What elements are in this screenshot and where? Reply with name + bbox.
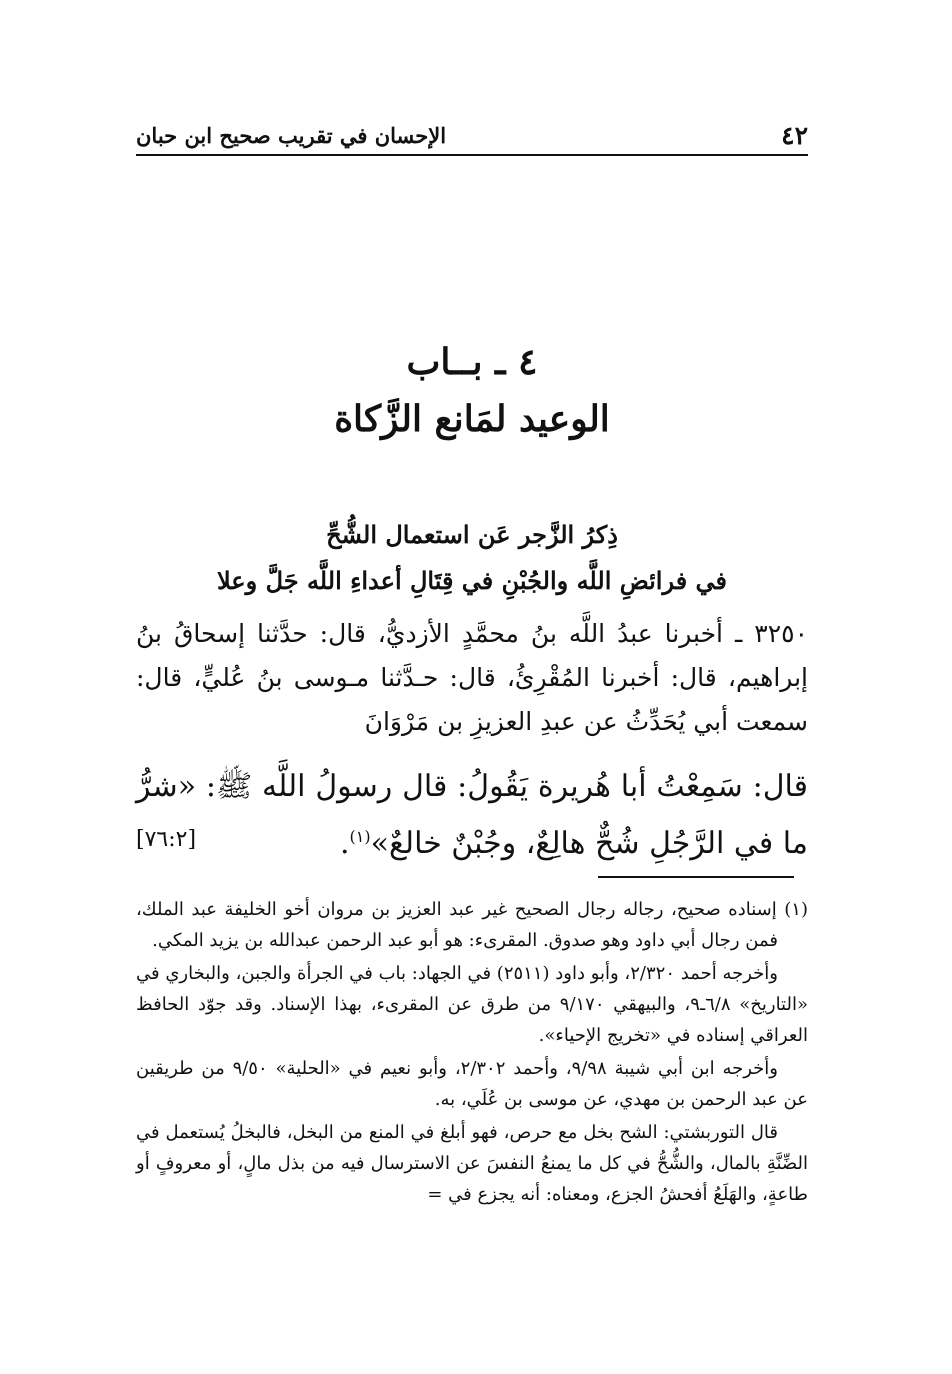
footnotes: [136, 894, 808, 1212]
hadith-isnad: [136, 612, 808, 744]
section-heading-line-2: في فرائضِ اللَّه والجُبْنِ في قِتَالِ أعداءِ اللَّه جَلَّ وعلا: [216, 566, 728, 595]
footnote-divider: [598, 876, 794, 878]
footnote-paragraph: وأخرجه ابن أبي شيبة ٩/٩٨، وأحمد ٢/٣٠٢، وأبو نعيم في «الحلية» ٩/٥٠ من طريقين عن عبد الرحمن بن مهدي، عن موسى بن عُلَي، به.: [136, 1058, 808, 1110]
footnote-paragraph: وأخرجه أحمد ٢/٣٢٠، وأبو داود (٢٥١١) في الجهاد: باب في الجرأة والجبن، والبخاري في «التاريخ» ٦/٨ـ٩، والبيهقي ٩/١٧٠ من طرق عن المقرىء، بهذا الإسناد. وقد جوّد الحافظ العراقي إسناده في «تخريج الإحياء».: [136, 963, 808, 1046]
section-heading: [136, 512, 808, 604]
chapter-title: الوعيد لمَانع الزَّكاة: [334, 398, 610, 440]
running-title: الإحسان في تقريب صحيح ابن حبان: [136, 123, 447, 148]
running-header: [136, 118, 808, 156]
hadith-matn: [136, 762, 808, 869]
footnote-marker: (١): [349, 827, 371, 846]
matn-paragraph: [136, 762, 808, 869]
matn-text: قال: سَمِعْتُ أبا هُريرة يَقُولُ: قال رسولُ اللَّه ﷺ: «شرُّ ما في الرَّجُلِ شُحٌّ هالِعٌ، وجُبْنٌ خالعٌ»: [136, 769, 808, 861]
chapter-number: ٤ ـ بــاب: [406, 341, 538, 383]
chapter-heading: [136, 334, 808, 448]
matn-end-mark: .: [339, 826, 350, 861]
isnad-text: ٣٢٥٠ ـ أخبرنا عبدُ اللَّه بنُ محمَّدٍ الأزديُّ، قال: حدَّثنا إسحاقُ بنُ إبراهيم، قال: أخبرنا المُقْرِئُ، قال: حـدَّثنا مـوسى بنُ عُليٍّ، قال: سمعت أبي يُحَدِّثُ عن عبدِ العزيزِ بن مَرْوَانَ: [136, 619, 808, 736]
footnote-paragraph: قال التوربشتي: الشح بخل مع حرص، فهو أبلغ في المنع من البخل، فالبخلُ يُستعمل في الضِّنَّةِ بالمال، والشُّحُّ في كل ما يمنعُ النفسَ عن الاسترسال فيه من بذل مالٍ، أو معروفٍ أو طاعةٍ، والهَلَعُ أفحشُ الجزع، ومعناه: أنه يجزع في =: [136, 1122, 808, 1205]
section-heading-line-1: ذِكرُ الزَّجر عَن استعمال الشُّحِّ: [326, 520, 618, 549]
volume-reference: [٧٦:٢]: [136, 827, 197, 852]
page-number: ٤٢: [781, 121, 808, 150]
footnote-1: (١) إسناده صحيح، رجاله رجال الصحيح غير عبد العزيز بن مروان أخو الخليفة عبد الملك، فمن رجال أبي داود وهو صدوق. المقرىء: هو أبو عبد الرحمن عبدالله بن يزيد المكي.: [136, 899, 808, 951]
